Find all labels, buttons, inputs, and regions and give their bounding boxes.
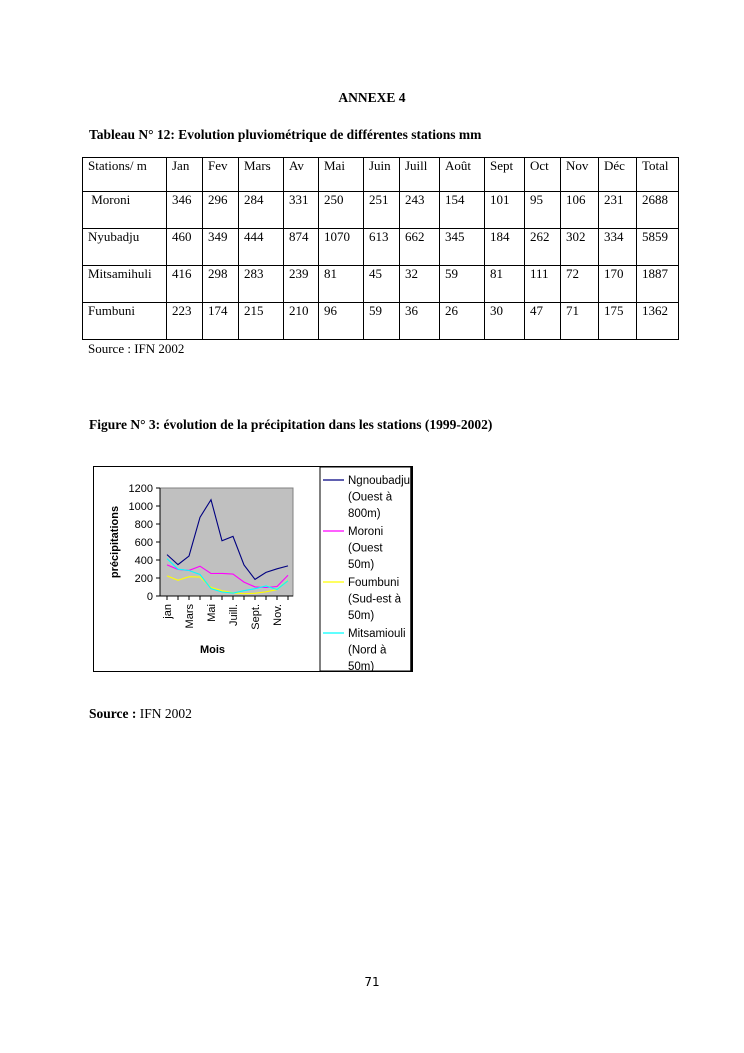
- table-cell: Mitsamihuli: [83, 266, 167, 303]
- table-header-cell: Déc: [599, 158, 637, 192]
- table-header-cell: Stations/ m: [83, 158, 167, 192]
- table-cell: 59: [364, 303, 400, 340]
- legend-label: (Nord à: [348, 644, 387, 657]
- table-cell: 296: [203, 192, 239, 229]
- legend-label: Mitsamiouli: [348, 628, 406, 640]
- x-tick-label: Mars: [184, 604, 196, 629]
- table-cell: 662: [400, 229, 440, 266]
- legend-label: 50m): [348, 610, 375, 622]
- table-cell: 1070: [319, 229, 364, 266]
- table-cell: 215: [239, 303, 284, 340]
- table-cell: 36: [400, 303, 440, 340]
- annex-title: ANNEXE 4: [338, 90, 406, 105]
- table-cell: Nyubadju: [83, 229, 167, 266]
- table-cell: 874: [284, 229, 319, 266]
- table-cell: 174: [203, 303, 239, 340]
- table-cell: 95: [525, 192, 561, 229]
- table-cell: 96: [319, 303, 364, 340]
- table-cell: 243: [400, 192, 440, 229]
- table-cell: 444: [239, 229, 284, 266]
- table-cell: 334: [599, 229, 637, 266]
- table-cell: Moroni: [83, 192, 167, 229]
- table-cell: 231: [599, 192, 637, 229]
- figure-source-text: IFN 2002: [136, 706, 192, 721]
- table-cell: 5859: [637, 229, 679, 266]
- table-cell: 346: [167, 192, 203, 229]
- y-tick-label: 600: [134, 537, 153, 549]
- table-cell: 175: [599, 303, 637, 340]
- table-cell: 30: [485, 303, 525, 340]
- table-header-cell: Total: [637, 158, 679, 192]
- y-tick-label: 1200: [128, 483, 153, 495]
- table-cell: 345: [440, 229, 485, 266]
- table-cell: 154: [440, 192, 485, 229]
- table-cell: 1362: [637, 303, 679, 340]
- table-header-cell: Fev: [203, 158, 239, 192]
- table-cell: 349: [203, 229, 239, 266]
- table-cell: 101: [485, 192, 525, 229]
- table-cell: 170: [599, 266, 637, 303]
- y-tick-label: 400: [134, 555, 153, 567]
- table-cell: 613: [364, 229, 400, 266]
- figure-title: Figure N° 3: évolution de la précipitation dans les stations (1999-2002): [89, 417, 493, 432]
- table-cell: 284: [239, 192, 284, 229]
- figure-source-label: Source :: [89, 706, 137, 721]
- legend-label: 800m): [348, 508, 381, 520]
- table-header-cell: Av: [284, 158, 319, 192]
- table-cell: 298: [203, 266, 239, 303]
- y-axis-title: précipitations: [109, 505, 121, 579]
- table-cell: Fumbuni: [83, 303, 167, 340]
- table-cell: 416: [167, 266, 203, 303]
- y-tick-label: 0: [146, 591, 153, 603]
- table-header-cell: Sept: [485, 158, 525, 192]
- y-tick-label: 200: [134, 573, 153, 585]
- table-cell: 26: [440, 303, 485, 340]
- table-row: [83, 192, 679, 229]
- legend-label: (Ouest: [348, 542, 383, 555]
- table-cell: 72: [561, 266, 599, 303]
- legend-label: (Ouest à: [348, 491, 393, 504]
- x-tick-label: Mai: [206, 604, 218, 622]
- table-cell: 302: [561, 229, 599, 266]
- table-cell: 1887: [637, 266, 679, 303]
- table-cell: 239: [284, 266, 319, 303]
- table-cell: 32: [400, 266, 440, 303]
- table-cell: 223: [167, 303, 203, 340]
- x-axis-title: Mois: [199, 644, 226, 656]
- x-tick-label: Juill.: [228, 604, 240, 627]
- y-tick-label: 1000: [128, 501, 153, 513]
- precipitation-chart: [94, 467, 412, 671]
- table-cell: 59: [440, 266, 485, 303]
- table-source: Source : IFN 2002: [88, 341, 185, 356]
- table-row: [83, 303, 679, 340]
- table-cell: 460: [167, 229, 203, 266]
- legend-label: 50m): [348, 559, 375, 571]
- table-cell: 81: [485, 266, 525, 303]
- table-cell: 331: [284, 192, 319, 229]
- legend-label: (Sud-est à: [348, 593, 402, 606]
- table-cell: 210: [284, 303, 319, 340]
- table-cell: 111: [525, 266, 561, 303]
- table-cell: 250: [319, 192, 364, 229]
- x-tick-label: Sept.: [250, 604, 262, 630]
- table-header-cell: Jan: [167, 158, 203, 192]
- table-cell: 47: [525, 303, 561, 340]
- table-header-cell: Oct: [525, 158, 561, 192]
- legend-label: Foumbuni: [348, 577, 400, 589]
- table-title: Tableau N° 12: Evolution pluviométrique de différentes stations mm: [89, 127, 482, 142]
- chart-frame: [93, 466, 413, 672]
- table-header-cell: Nov: [561, 158, 599, 192]
- table-row: [83, 266, 679, 303]
- table-header-cell: Août: [440, 158, 485, 192]
- table-header-row: [83, 158, 679, 192]
- y-tick-label: 800: [134, 519, 153, 531]
- table-header-cell: Juin: [364, 158, 400, 192]
- table-cell: 81: [319, 266, 364, 303]
- table-cell: 71: [561, 303, 599, 340]
- legend-label: Moroni: [348, 526, 384, 538]
- table-row: [83, 229, 679, 266]
- rainfall-table: [82, 157, 679, 340]
- table-cell: 106: [561, 192, 599, 229]
- table-header-cell: Mai: [319, 158, 364, 192]
- table-header-cell: Mars: [239, 158, 284, 192]
- figure-source: [89, 706, 192, 722]
- table-cell: 45: [364, 266, 400, 303]
- x-tick-label: Nov.: [272, 604, 284, 626]
- x-tick-label: jan: [162, 604, 174, 619]
- legend-label: 50m): [348, 661, 375, 671]
- table-cell: 251: [364, 192, 400, 229]
- table-cell: 2688: [637, 192, 679, 229]
- legend-label: Ngnoubadju: [348, 475, 411, 487]
- table-header-cell: Juill: [400, 158, 440, 192]
- page-number: 71: [364, 975, 380, 989]
- table-cell: 283: [239, 266, 284, 303]
- table-cell: 262: [525, 229, 561, 266]
- table-cell: 184: [485, 229, 525, 266]
